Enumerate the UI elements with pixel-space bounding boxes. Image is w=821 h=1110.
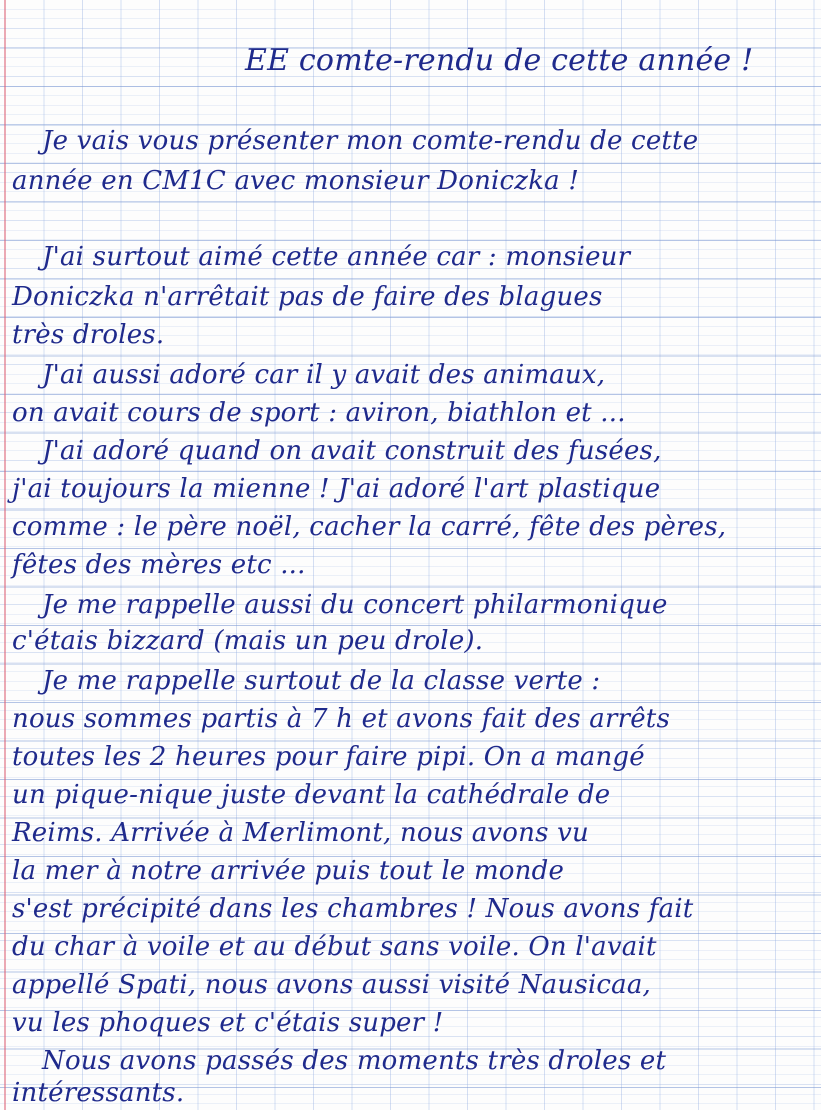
text-line: année en CM1C avec monsieur Doniczka ! [12, 166, 579, 196]
text-line: vu les phoques et c'étais super ! [12, 1008, 444, 1038]
text-line: toutes les 2 heures pour faire pipi. On a mangé [12, 742, 645, 772]
text-line: du char à voile et au début sans voile. On l'avait [12, 932, 657, 962]
text-line: j'ai toujours la mienne ! J'ai adoré l'art plastique [12, 474, 661, 504]
text-line: Je vais vous présenter mon comte-rendu de cette [42, 126, 699, 156]
text-line: Doniczka n'arrêtait pas de faire des blagues [12, 282, 603, 312]
text-line: fêtes des mères etc ... [12, 550, 306, 580]
text-line: c'étais bizzard (mais un peu drole). [12, 626, 484, 656]
text-line: la mer à notre arrivée puis tout le monde [12, 856, 565, 886]
text-line: comme : le père noël, cacher la carré, fête des pères, [12, 512, 727, 542]
text-line: Reims. Arrivée à Merlimont, nous avons vu [12, 818, 589, 848]
text-line: très droles. [12, 320, 165, 350]
text-line: on avait cours de sport : aviron, biathlon et ... [12, 398, 626, 428]
text-line: appellé Spati, nous avons aussi visité Nausicaa, [12, 970, 652, 1000]
text-line: Je me rappelle surtout de la classe verte : [42, 666, 601, 696]
text-line: nous sommes partis à 7 h et avons fait des arrêts [12, 704, 670, 734]
text-line: s'est précipité dans les chambres ! Nous avons fait [12, 894, 694, 924]
text-line: intéressants. [12, 1078, 185, 1108]
text-line: un pique-nique juste devant la cathédrale de [12, 780, 611, 810]
text-line: J'ai adoré quand on avait construit des fusées, [42, 436, 662, 466]
text-line: Nous avons passés des moments très droles et [42, 1046, 667, 1076]
document-title: EE comte-rendu de cette année ! [245, 43, 754, 78]
text-line: J'ai aussi adoré car il y avait des animaux, [42, 360, 606, 390]
text-line: J'ai surtout aimé cette année car : monsieur [42, 242, 631, 272]
text-line: Je me rappelle aussi du concert philarmonique [42, 590, 668, 620]
